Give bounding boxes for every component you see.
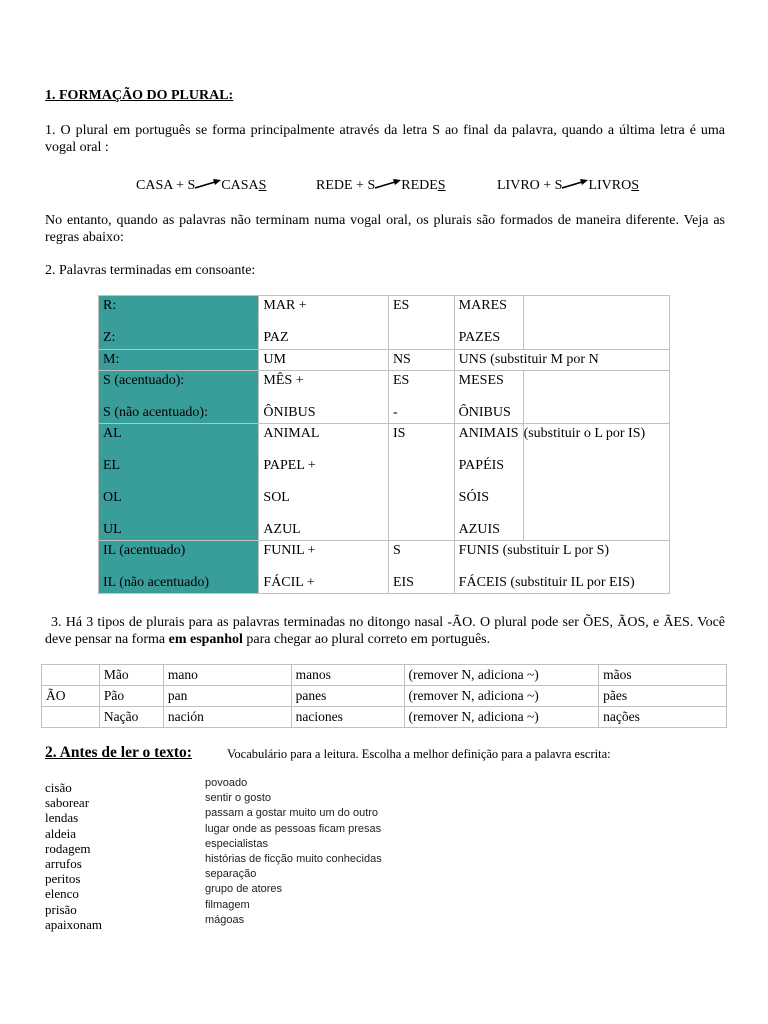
vocabulary-word: arrufos xyxy=(45,856,82,872)
table-cell: pães xyxy=(599,686,727,707)
table-cell: nación xyxy=(163,707,291,728)
example-result-stem: CASA xyxy=(221,178,259,193)
table-cell: manos xyxy=(291,665,404,686)
word-cell: ANIMAL PAPEL + SOL AZUL xyxy=(259,424,389,541)
plural-cell: FUNIS (substituir L por S) FÁCEIS (substituir IL por EIS) xyxy=(454,541,669,594)
example-base: CASA + S xyxy=(136,178,196,193)
label-cell xyxy=(42,707,100,728)
definition-item: lugar onde as pessoas ficam presas xyxy=(205,822,382,835)
plural-intro-paragraph: 1. O plural em português se forma principalmente através da letra S ao final da palavra, quando a última letra é uma vogal oral : xyxy=(45,123,725,155)
vocabulary-word: rodagem xyxy=(45,840,91,856)
example-result-stem: LIVRO xyxy=(588,178,632,193)
table-cell: mano xyxy=(163,665,291,686)
table-row xyxy=(99,371,670,424)
table-row xyxy=(99,424,670,541)
example-livro xyxy=(497,178,639,194)
vocabulary-word: aldeia xyxy=(45,825,77,841)
section-title-plural: 1. FORMAÇÃO DO PLURAL: xyxy=(45,88,234,103)
table-cell: naciones xyxy=(291,707,404,728)
example-casa xyxy=(136,178,266,194)
vocabulary-word: saborear xyxy=(45,795,90,811)
table-cell: pan xyxy=(163,686,291,707)
example-result-ending: S xyxy=(631,178,640,193)
table-cell: Mão xyxy=(99,665,163,686)
suffix-cell: ES xyxy=(388,296,454,350)
table-cell: (remover N, adiciona ~) xyxy=(404,686,599,707)
arrow-right-icon xyxy=(375,179,401,193)
table-cell: panes xyxy=(291,686,404,707)
table-row xyxy=(42,707,727,728)
table-cell: (remover N, adiciona ~) xyxy=(404,665,599,686)
word-cell: UM xyxy=(259,350,389,371)
ending-cell: M: xyxy=(99,350,259,371)
note-cell xyxy=(523,371,669,424)
table-row xyxy=(99,296,670,350)
table-cell: Nação xyxy=(99,707,163,728)
definition-item: histórias de ficção muito conhecidas xyxy=(205,853,382,866)
definition-item: grupo de atores xyxy=(205,883,283,896)
example-result-ending: S xyxy=(437,178,446,193)
example-rede xyxy=(316,178,446,194)
example-result-ending: S xyxy=(258,178,267,193)
vocabulary-word: cisão xyxy=(45,780,72,795)
plural-cell: ANIMAIS PAPÉIS SÓIS AZUIS xyxy=(454,424,523,541)
arrow-right-icon xyxy=(562,179,588,193)
label-cell: ÃO xyxy=(42,686,100,707)
suffix-cell: S EIS xyxy=(388,541,454,594)
emphasis-spanish: em espanhol xyxy=(168,632,243,647)
nasal-diphthong-paragraph: 3. Há 3 tipos de plurais para as palavras terminadas no ditongo nasal -ÃO. O plural pode ser ÕES, ÃOS, e ÃES. Você deve pensar na forma em espanhol para chegar ao plural correto em português. xyxy=(45,615,725,647)
ending-cell: AL EL OL UL xyxy=(99,424,259,541)
plural-cell: UNS (substituir M por N xyxy=(454,350,669,371)
note-cell: (substituir o L por IS) xyxy=(523,424,669,541)
suffix-cell: NS xyxy=(388,350,454,371)
ending-cell: R: Z: xyxy=(99,296,259,350)
vocabulary-word: elenco xyxy=(45,886,79,902)
ao-plural-table xyxy=(41,664,727,728)
definition-item: especialistas xyxy=(205,837,268,850)
vocabulary-word: lendas xyxy=(45,810,79,826)
label-cell xyxy=(42,665,100,686)
definition-item: povoado xyxy=(205,777,248,789)
table-row xyxy=(99,350,670,371)
example-base: LIVRO + S xyxy=(497,178,563,193)
note-cell xyxy=(523,296,669,350)
definition-item: mágoas xyxy=(205,913,245,926)
plural-note-paragraph: No entanto, quando as palavras não terminam numa vogal oral, os plurais são formados de maneira diferente. Veja as regras abaixo: xyxy=(45,213,725,245)
ending-cell: S (acentuado): S (não acentuado): xyxy=(99,371,259,424)
table-row xyxy=(42,665,727,686)
suffix-cell: ES - xyxy=(388,371,454,424)
table-cell: Pão xyxy=(99,686,163,707)
reading-section-title: 2. Antes de ler o texto: xyxy=(45,744,192,761)
table-cell: (remover N, adiciona ~) xyxy=(404,707,599,728)
vocabulary-word: peritos xyxy=(45,871,81,887)
vocabulary-word: apaixonam xyxy=(45,916,103,932)
table-cell: nações xyxy=(599,707,727,728)
plural-cell: MARES PAZES xyxy=(454,296,523,350)
definition-item: passam a gostar muito um do outro xyxy=(205,807,379,820)
table-row xyxy=(42,686,727,707)
suffix-cell: IS xyxy=(388,424,454,541)
table-row xyxy=(99,541,670,594)
definition-item: filmagem xyxy=(205,898,250,911)
word-cell: MÊS + ÔNIBUS xyxy=(259,371,389,424)
table-cell: mãos xyxy=(599,665,727,686)
consonant-heading: 2. Palavras terminadas em consoante: xyxy=(45,263,256,278)
word-cell: FUNIL + FÁCIL + xyxy=(259,541,389,594)
ending-cell: IL (acentuado) IL (não acentuado) xyxy=(99,541,259,594)
consonant-plural-table xyxy=(98,295,670,594)
word-cell: MAR + PAZ xyxy=(259,296,389,350)
arrow-right-icon xyxy=(195,179,221,193)
definition-list xyxy=(205,776,382,928)
definition-item: sentir o gosto xyxy=(205,792,272,805)
vocabulary-word: prisão xyxy=(45,901,77,917)
reading-instruction: Vocabulário para a leitura. Escolha a melhor definição para a palavra escrita: xyxy=(227,747,611,761)
vocabulary-word-list xyxy=(45,780,102,932)
definition-item: separação xyxy=(205,868,257,881)
example-result-stem: REDE xyxy=(401,178,438,193)
example-base: REDE + S xyxy=(316,178,376,193)
plural-cell: MESES ÔNIBUS xyxy=(454,371,523,424)
